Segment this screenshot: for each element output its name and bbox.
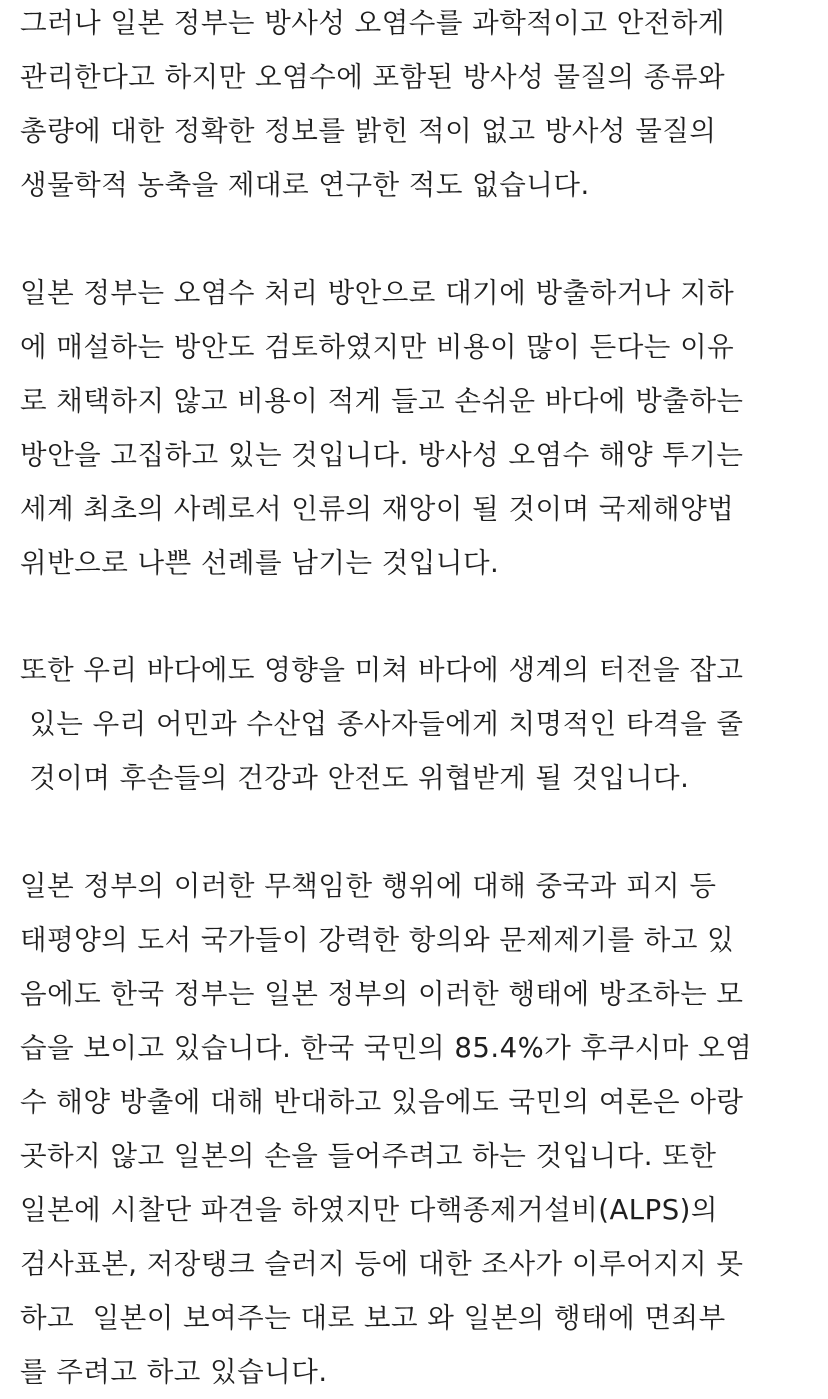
text-line: 생물학적 농축을 제대로 연구한 적도 없습니다. — [20, 169, 590, 201]
text-line: 로 채택하지 않고 비용이 적게 들고 손쉬운 바다에 방출하는 — [20, 385, 744, 417]
text-line: 를 주려고 하고 있습니다. — [20, 1356, 328, 1388]
text-line: 수 해양 방출에 대해 반대하고 있음에도 국민의 여론은 아랑 — [20, 1086, 744, 1118]
text-line: 그러나 일본 정부는 방사성 오염수를 과학적이고 안전하게 — [20, 7, 726, 39]
text-line: 습을 보이고 있습니다. 한국 국민의 85.4%가 후쿠시마 오염 — [20, 1032, 753, 1064]
text-line: 일본 정부는 오염수 처리 방안으로 대기에 방출하거나 지하 — [20, 277, 735, 309]
text-line: 관리한다고 하지만 오염수에 포함된 방사성 물질의 종류와 — [20, 61, 726, 93]
text-line: 위반으로 나쁜 선례를 남기는 것입니다. — [20, 547, 500, 579]
text-line: 에 매설하는 방안도 검토하였지만 비용이 많이 든다는 이유 — [20, 331, 735, 363]
text-line: 것이며 후손들의 건강과 안전도 위협받게 될 것입니다. — [20, 762, 690, 794]
text-line: 총량에 대한 정확한 정보를 밝힌 적이 없고 방사성 물질의 — [20, 115, 717, 147]
text-line: 일본 정부의 이러한 무책임한 행위에 대해 중국과 피지 등 — [20, 870, 717, 902]
text-line: 있는 우리 어민과 수산업 종사자들에게 치명적인 타격을 줄 — [20, 708, 744, 740]
text-line: 검사표본, 저장탱크 슬러지 등에 대한 조사가 이루어지지 못 — [20, 1248, 744, 1280]
text-line: 곳하지 않고 일본의 손을 들어주려고 하는 것입니다. 또한 — [20, 1140, 717, 1172]
text-line: 또한 우리 바다에도 영향을 미쳐 바다에 생계의 터전을 잡고 — [20, 654, 744, 686]
text-line: 음에도 한국 정부는 일본 정부의 이러한 행태에 방조하는 모 — [20, 978, 744, 1010]
text-line: 하고 일본이 보여주는 대로 보고 와 일본의 행태에 면죄부 — [20, 1302, 726, 1334]
text-line: 방안을 고집하고 있는 것입니다. 방사성 오염수 해양 투기는 — [20, 439, 744, 471]
text-line: 일본에 시찰단 파견을 하였지만 다핵종제거설비(ALPS)의 — [20, 1194, 718, 1226]
text-line: 세계 최초의 사례로서 인류의 재앙이 될 것이며 국제해양법 — [20, 493, 735, 525]
text-line: 태평양의 도서 국가들이 강력한 항의와 문제제기를 하고 있 — [20, 924, 735, 956]
